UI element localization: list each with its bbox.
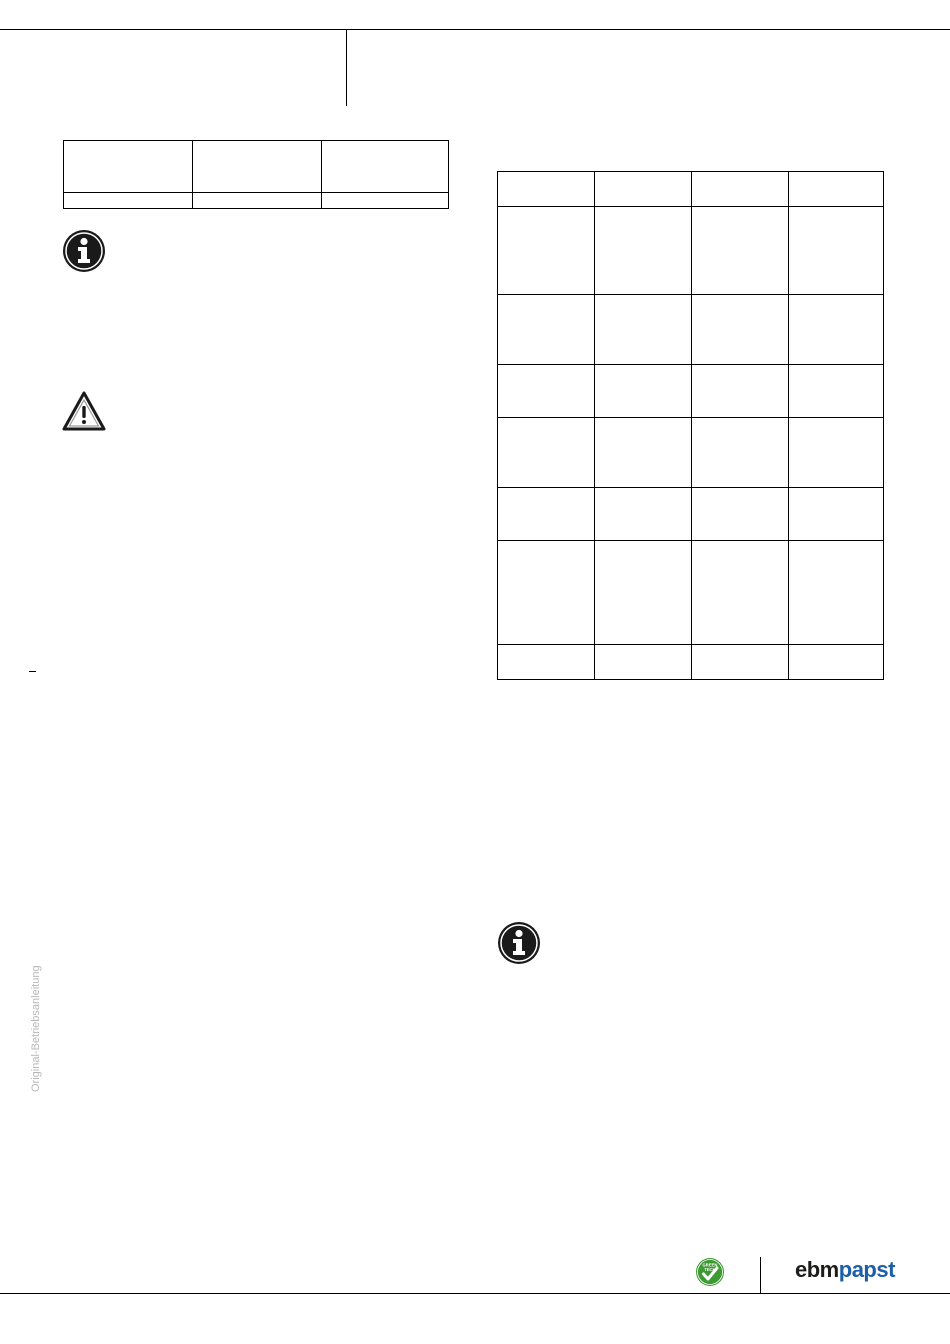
left-table [63,140,449,209]
table-cell [595,541,692,645]
badge-text-line1: GREEN [702,1262,718,1268]
table-cell [692,295,789,365]
footer-logo-divider [760,1257,761,1293]
table-cell [322,193,449,209]
table-row [498,172,884,207]
table-cell [193,141,322,193]
table-cell [789,541,884,645]
table-cell [789,172,884,207]
table-row [64,193,449,209]
info-icon [62,229,106,273]
footer-bottom-rule [0,1293,950,1294]
table-cell [789,418,884,488]
table-cell [595,645,692,680]
table-cell [595,418,692,488]
table-cell [692,541,789,645]
table-cell [595,172,692,207]
table-cell [692,488,789,541]
table-row [498,418,884,488]
table-cell [692,365,789,418]
table-cell [595,295,692,365]
table-cell [692,418,789,488]
table-row [498,365,884,418]
table-row [498,295,884,365]
info-icon [497,921,541,965]
table-cell [498,207,595,295]
header-divider [346,29,347,106]
header-top-rule [0,29,950,30]
table-row [498,541,884,645]
table-cell [498,418,595,488]
table-cell [498,365,595,418]
table-cell [595,488,692,541]
table-cell [498,172,595,207]
table-row [498,488,884,541]
table-cell [789,488,884,541]
table-cell [789,207,884,295]
green-tech-badge-icon [695,1257,725,1287]
table-cell [498,295,595,365]
table-cell [789,645,884,680]
table-cell [322,141,449,193]
table-cell [498,645,595,680]
table-row [498,207,884,295]
table-cell [692,172,789,207]
table-cell [692,207,789,295]
table-cell [595,207,692,295]
table-cell [193,193,322,209]
dash-mark [29,671,36,672]
warning-icon [62,391,106,431]
table-row [64,141,449,193]
table-cell [498,541,595,645]
table-cell [64,193,193,209]
badge-text-line2: TECH [704,1267,716,1272]
table-row [498,645,884,680]
table-cell [789,295,884,365]
company-logo [795,1257,895,1283]
right-table [497,171,884,680]
vertical-document-label: Original-Betriebsanleitung [30,965,42,1092]
logo-part-papst: papst [838,1257,895,1282]
table-cell [64,141,193,193]
logo-part-ebm: ebm [795,1257,839,1282]
table-cell [692,645,789,680]
table-cell [789,365,884,418]
table-cell [498,488,595,541]
table-cell [595,365,692,418]
